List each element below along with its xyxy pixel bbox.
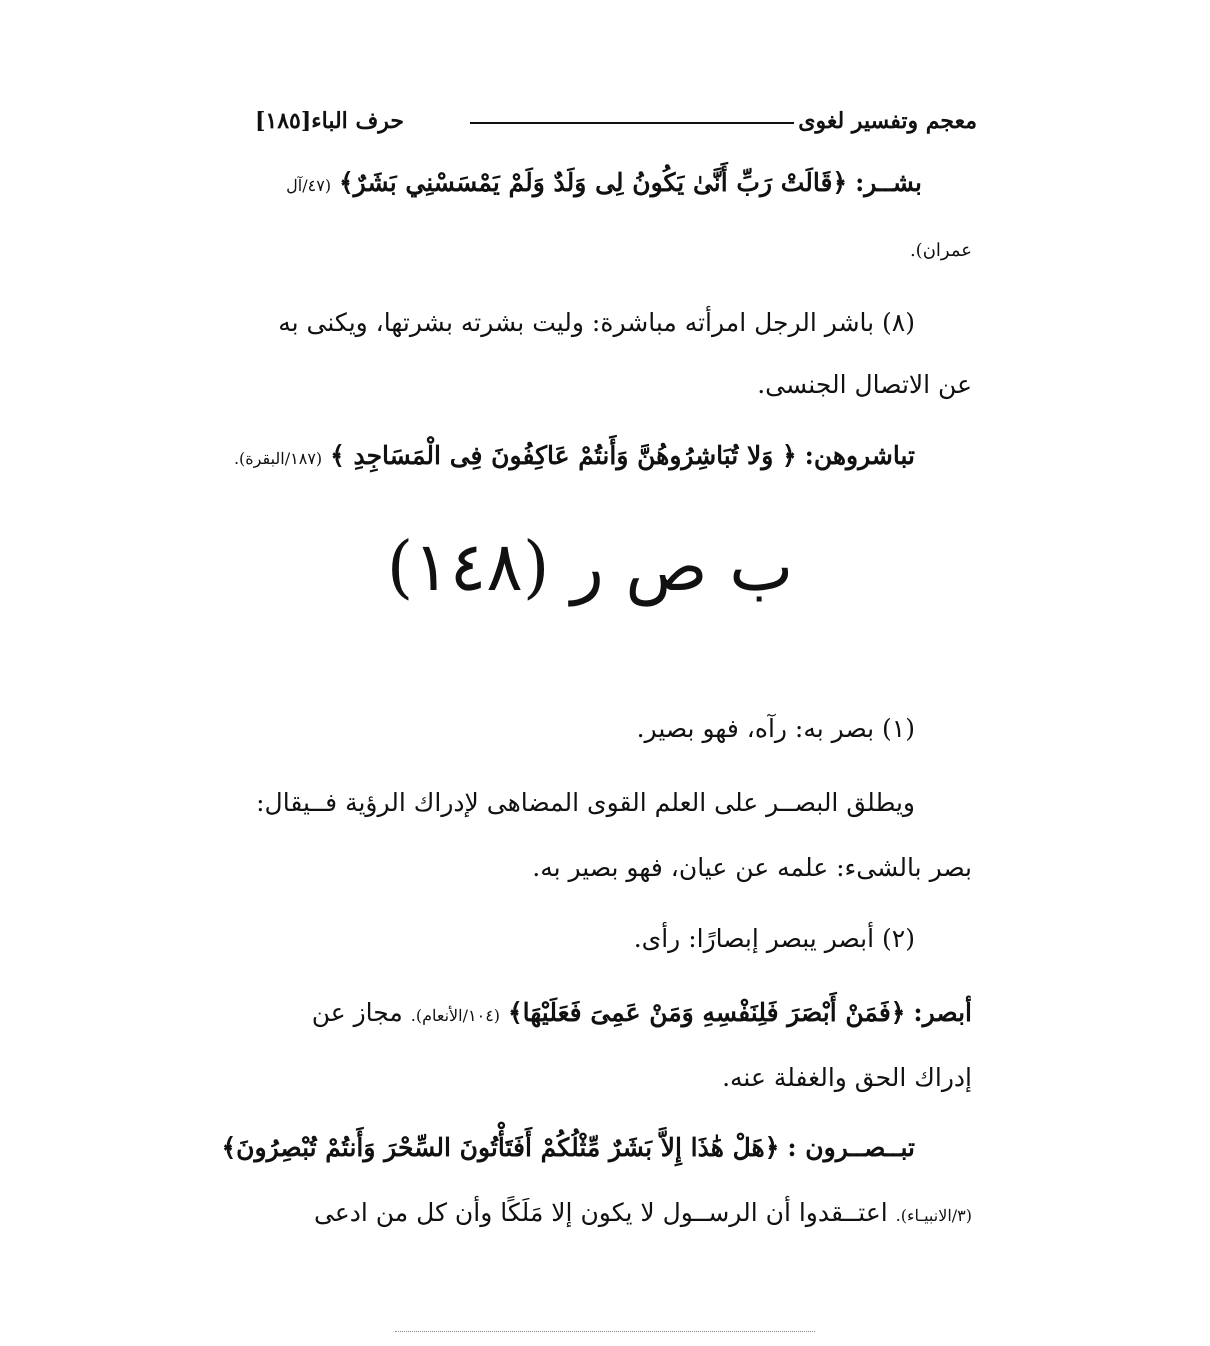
paragraph-5-line-1: [222, 1133, 915, 1162]
paragraph-5-line-2: [314, 1198, 972, 1227]
verse-citation: (٣/الانبيـاء).: [895, 1206, 972, 1225]
quran-verse: ﴿هَلْ هَٰذَا إِلاَّ بَشَرٌ مِّثْلُكُمْ أَفَتَأْتُونَ السِّحْرَ وَأَنتُمْ تُبْصِرُونَ﴾: [221, 1133, 780, 1162]
line-bashar-verse: [286, 168, 922, 197]
term: تبــصــرون :: [787, 1133, 915, 1162]
book-title: معجم وتفسير لغوى: [798, 108, 977, 134]
paragraph-8-line-1: (٨) باشر الرجل امرأته مباشرة: وليت بشرته بشرتها، ويكنى به: [278, 308, 915, 337]
header-rule: [470, 122, 794, 124]
entry-heading: ب ص ر (١٤٨): [386, 528, 794, 607]
paragraph-4-line-1: [312, 998, 972, 1027]
paragraph-text: اعتــقدوا أن الرســول لا يكون إلا مَلَكًا وأن كل من ادعى: [314, 1198, 888, 1227]
paragraph-1: (١) بصر به: رآه، فهو بصير.: [636, 714, 915, 743]
quran-verse: ﴿ وَلا تُبَاشِرُوهُنَّ وَأَنتُمْ عَاكِفُونَ فِى الْمَسَاجِدِ ﴾: [330, 441, 797, 470]
footer-rule: [395, 1331, 815, 1332]
term: أبصر:: [913, 998, 972, 1027]
paragraph-2-line-2: بصر بالشىء: علمه عن عيان، فهو بصير به.: [532, 853, 972, 882]
citation-continuation: عمران).: [909, 240, 972, 261]
running-header: [255, 108, 977, 144]
line-tubashiruhunna: [234, 441, 915, 470]
paragraph-4-line-2: إدراك الحق والغفلة عنه.: [722, 1063, 972, 1092]
term: تباشروهن:: [804, 441, 915, 470]
paragraph-3: (٢) أبصر يبصر إبصارًا: رأى.: [633, 924, 915, 953]
quran-verse: ﴿فَمَنْ أَبْصَرَ فَلِنَفْسِهِ وَمَنْ عَمِىَ فَعَلَيْهَا﴾: [508, 998, 906, 1027]
quran-verse: ﴿قَالَتْ رَبِّ أَنَّىٰ يَكُونُ لِى وَلَدٌ وَلَمْ يَمْسَسْنِي بَشَرٌ﴾: [339, 168, 848, 197]
verse-citation: (٤٧/آل: [286, 176, 332, 195]
paragraph-2-line-1: ويطلق البصــر على العلم القوى المضاهى لإدراك الرؤية فــيقال:: [256, 788, 915, 817]
verse-citation: (١٠٤/الأنعام).: [410, 1006, 501, 1025]
term: بشــر:: [855, 168, 922, 197]
paragraph-text: مجاز عن: [311, 998, 403, 1027]
verse-citation: (١٨٧/البقرة).: [233, 449, 323, 468]
letter-page-number: حرف الباء[١٨٥]: [255, 108, 404, 134]
paragraph-8-line-2: عن الاتصال الجنسى.: [757, 370, 972, 399]
